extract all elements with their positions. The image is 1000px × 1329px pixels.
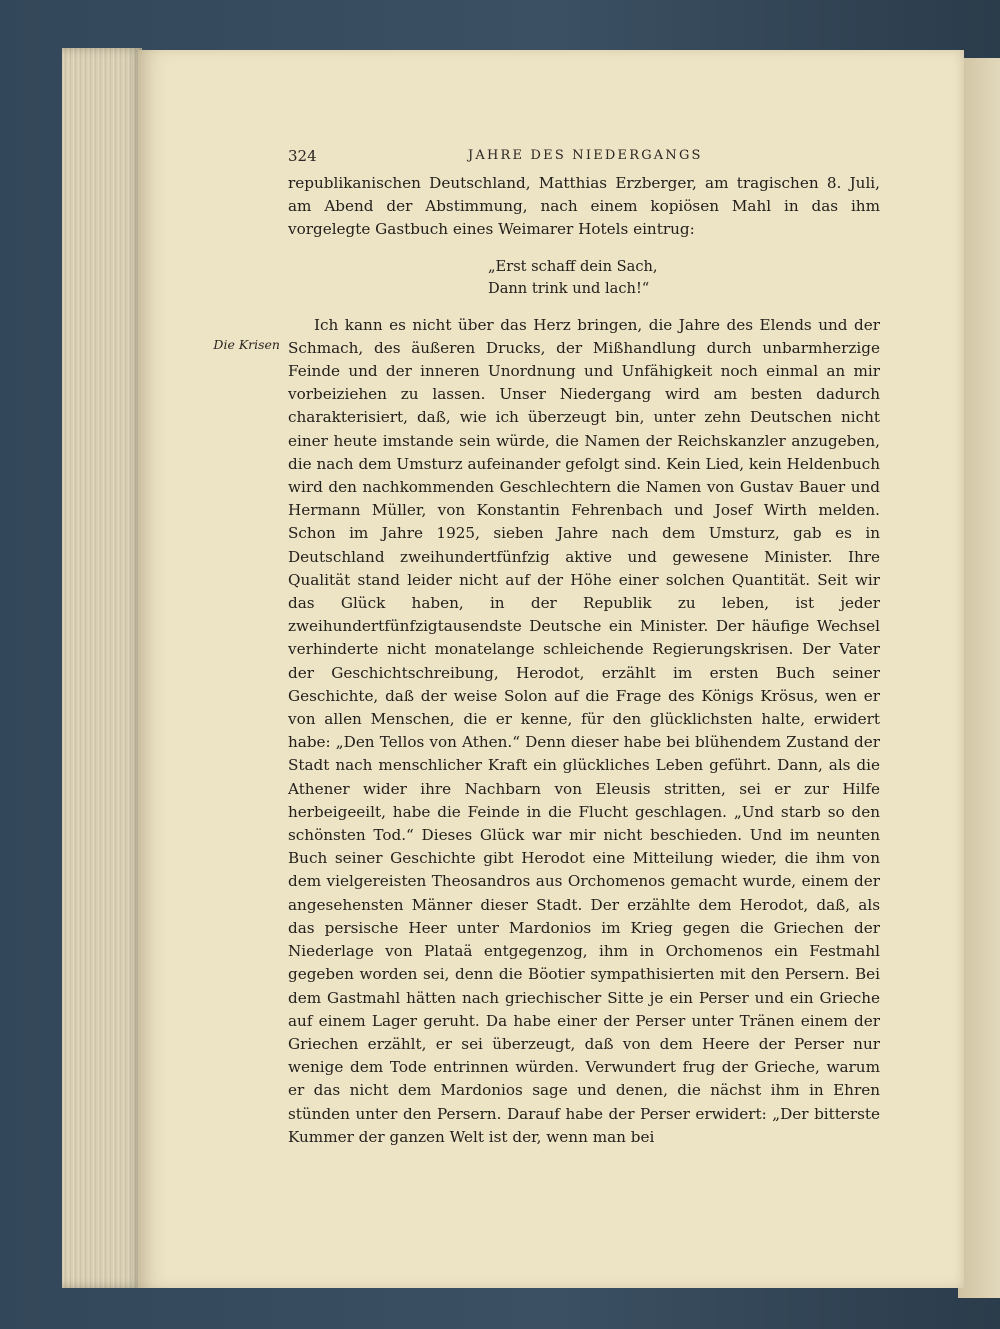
page-edges xyxy=(62,48,142,1288)
paragraph: republikanischen Deutschland, Matthias Erzberger, am tragischen 8. Juli, am Abend der Abstimmung, nach einem kopiösen Mahl in das ihm vorgelegte Gastbuch eines Weimarer Hotels eintrug: xyxy=(288,174,880,239)
verse-line: Dann trink und lach!“ xyxy=(488,279,650,297)
body-text xyxy=(288,172,880,1149)
verse-line: „Erst schaff dein Sach, xyxy=(488,257,658,275)
running-head: JAHRE DES NIEDERGANGS xyxy=(468,148,703,163)
facing-page-edge xyxy=(958,58,1000,1298)
page-number: 324 xyxy=(288,147,317,165)
margin-note: Die Krisen xyxy=(213,337,280,352)
page-header xyxy=(288,147,878,169)
paragraph: Ich kann es nicht über das Herz bringen, die Jahre des Elends und der Schmach, des äußeren Drucks, der Mißhandlung durch unbarmherzige Feinde und der inneren Unordnung und Unfähigkeit noch einmal an mir vorbeiziehen zu lassen. Unser Niedergang wird am besten dadurch charakterisiert, daß, wie ich überzeugt bin, unter zehn Deutschen nicht einer heute imstande sein würde, die Namen der Reichskanzler anzugeben, die nach dem Umsturz aufeinander gefolgt sind. Kein Lied, kein Heldenbuch wird den nachkommenden Geschlechtern die Namen von Gustav Bauer und Hermann Müller, von Konstantin Fehrenbach und Josef Wirth melden. Schon im Jahre 1925, sieben Jahre nach dem Umsturz, gab es in Deutschland zweihundertfünfzig aktive und gewesene Minister. Ihre Qualität stand leider nicht auf der Höhe einer solchen Quantität. Seit wir das Glück haben, in der Republik zu leben, ist jeder zweihundertfünfzigtausendste Deutsche ein Minister. Der häufige Wechsel verhinderte nicht monatelange schleichende Regierungskrisen. Der Vater der Geschichtschreibung, Herodot, erzählt im ersten Buch seiner Geschichte, daß der weise Solon auf die Frage des Königs Krösus, wen er von allen Menschen, die er kenne, für den glücklichsten halte, erwidert habe: „Den Tellos von Athen.“ Denn dieser habe bei blühendem Zustand der Stadt nach menschlicher Kraft ein glückliches Leben geführt. Dann, als die Athener wider ihre Nachbarn von Eleusis stritten, sei er zur Hilfe herbeigeeilt, habe die Feinde in die Flucht geschlagen. „Und starb so den schönsten Tod.“ Dieses Glück war mir nicht beschieden. Und im neunten Buch seiner Geschichte gibt Herodot eine Mitteilung wieder, die ihm von dem vielgereisten Theosandros aus Orchomenos gemacht wurde, einem der angesehensten Männer dieser Stadt. Der erzählte dem Herodot, daß, als das persische Heer unter Mardonios im Krieg gegen die Griechen der Niederlage von Plataä entgegenzog, ihm in Orchomenos ein Festmahl gegeben worden sei, denn die Böotier sympathisierten mit den Persern. Bei dem Gastmahl hätten nach griechischer Sitte je ein Perser und ein Grieche auf einem Lager geruht. Da habe einer der Perser unter Tränen einem der Griechen erzählt, er sei überzeugt, daß von dem Heere der Perser nur wenige dem Tode entrinnen würden. Verwundert frug der Grieche, warum er das nicht dem Mardonios sage und denen, die nächst ihm in Ehren stünden unter den Persern. Darauf habe der Perser erwidert: „Der bitterste Kummer der ganzen Welt ist der, wenn man bei xyxy=(288,315,880,1146)
verse-quote xyxy=(488,256,880,300)
